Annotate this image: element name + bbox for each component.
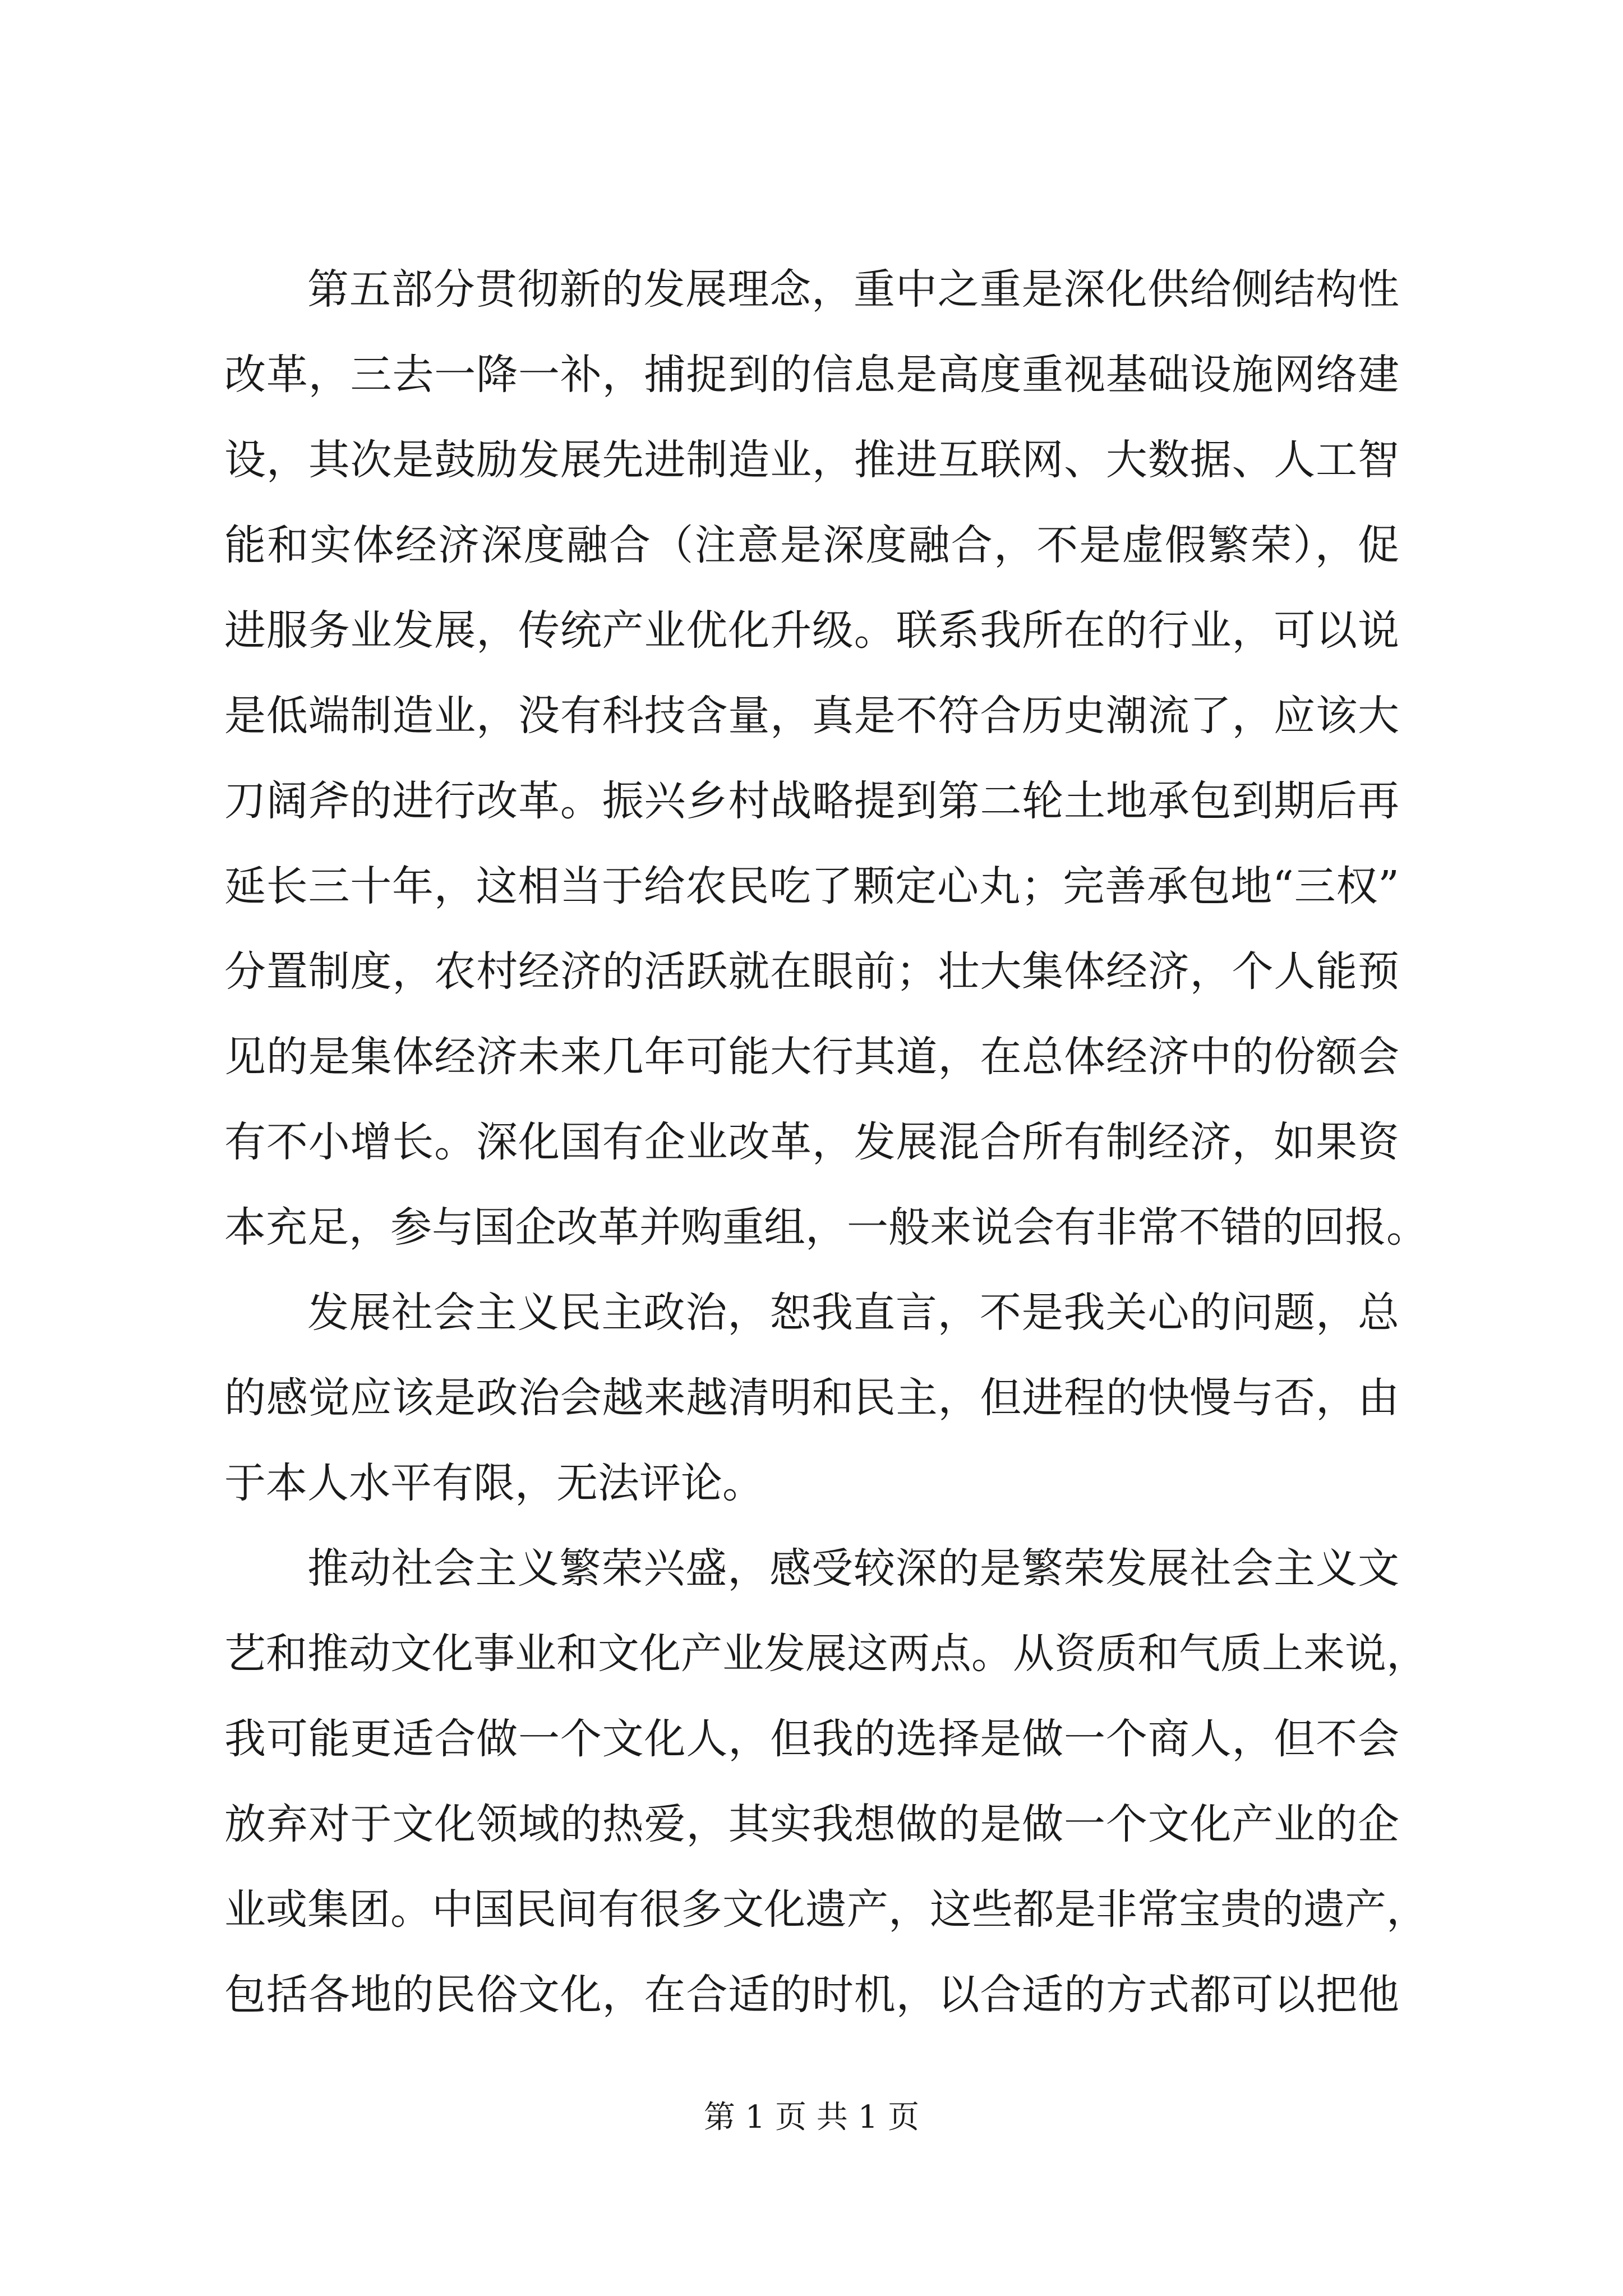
paragraph-line: 设，其次是鼓励发展先进制造业，推进互联网、大数据、人工智: [224, 436, 1399, 484]
paragraph-line: 本充足，参与国企改革并购重组，一般来说会有非常不错的回报。: [224, 1203, 1428, 1251]
paragraph-line: 发展社会主义民主政治，恕我直言，不是我关心的问题，总: [307, 1289, 1399, 1337]
paragraph-line: 能和实体经济深度融合（注意是深度融合，不是虚假繁荣），促: [224, 521, 1399, 569]
paragraph-line: 我可能更适合做一个文化人，但我的选择是做一个商人，但不会: [224, 1715, 1399, 1763]
paragraph-line: 包括各地的民俗文化，在合适的时机，以合适的方式都可以把他: [224, 1971, 1399, 2019]
paragraph-line: 分置制度，农村经济的活跃就在眼前；壮大集体经济，个人能预: [224, 947, 1399, 996]
paragraph-line: 第五部分贯彻新的发展理念，重中之重是深化供给侧结构性: [307, 265, 1399, 314]
paragraph-line: 有不小增长。深化国有企业改革，发展混合所有制经济，如果资: [224, 1118, 1399, 1166]
paragraph-line: 进服务业发展，传统产业优化升级。联系我所在的行业，可以说: [224, 606, 1399, 655]
paragraph-line: 见的是集体经济未来几年可能大行其道，在总体经济中的份额会: [224, 1033, 1399, 1081]
paragraph-line: 的感觉应该是政治会越来越清明和民主，但进程的快慢与否，由: [224, 1374, 1399, 1422]
paragraph-line: 放弃对于文化领域的热爱，其实我想做的是做一个文化产业的企: [224, 1800, 1399, 1848]
paragraph-line: 艺和推动文化事业和文化产业发展这两点。从资质和气质上来说，: [224, 1630, 1428, 1678]
paragraph-line: 改革，三去一降一补，捕捉到的信息是高度重视基础设施网络建: [224, 351, 1399, 399]
document-body: [224, 247, 1428, 2037]
paragraph-line: 业或集团。中国民间有很多文化遗产，这些都是非常宝贵的遗产，: [224, 1885, 1428, 1934]
paragraph-line: 是低端制造业，没有科技含量，真是不符合历史潮流了，应该大: [224, 692, 1399, 740]
paragraph-line: 刀阔斧的进行改革。振兴乡村战略提到第二轮土地承包到期后再: [224, 777, 1399, 825]
paragraph-line: 延长三十年，这相当于给农民吃了颗定心丸；完善承包地“三权”: [224, 862, 1399, 910]
paragraph-line: 推动社会主义繁荣兴盛，感受较深的是繁荣发展社会主义文: [307, 1544, 1399, 1593]
page-footer: 第 1 页 共 1 页: [703, 2099, 920, 2136]
paragraph-line: 于本人水平有限，无法评论。: [224, 1459, 764, 1507]
